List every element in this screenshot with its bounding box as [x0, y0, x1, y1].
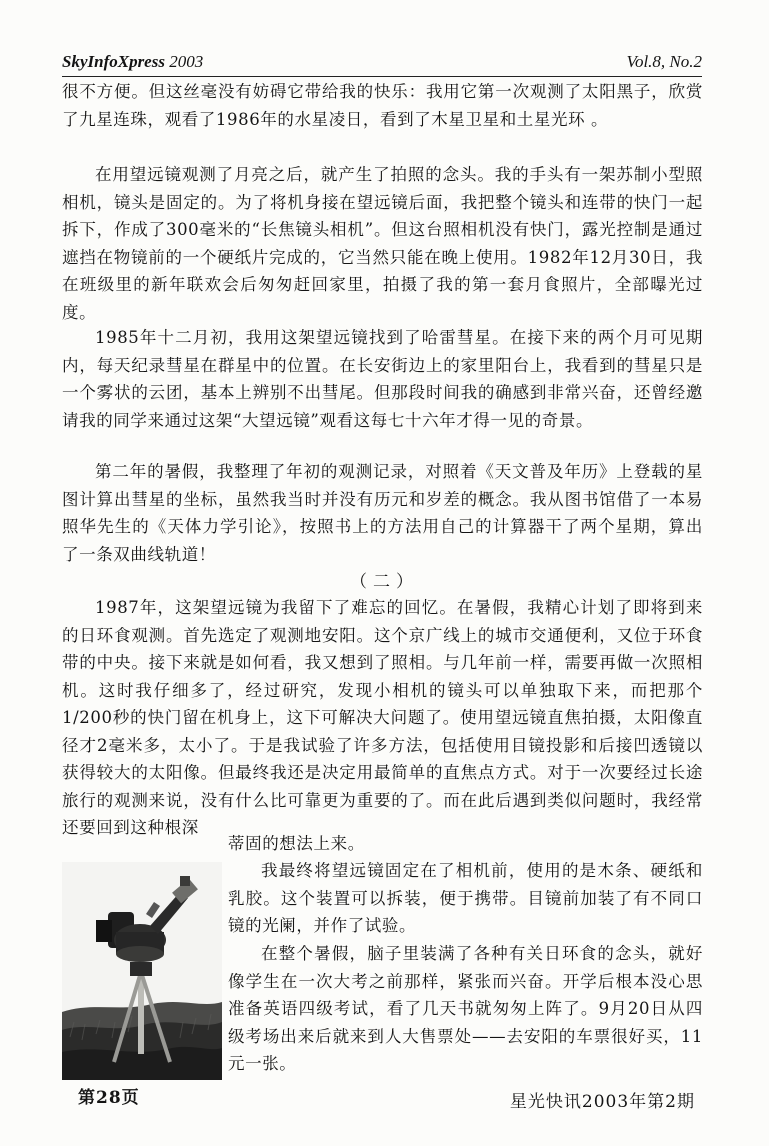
paragraph-3: 1985年十二月初，我用这架望远镜找到了哈雷彗星。在接下来的两个月可见期内，每天纪录彗星在群星中的位置。在长安街边上的家里阳台上，我看到的彗星只是一个雾状的云团，基本上辨别不出彗尾。但那段时间我的确感到非常兴奋，还曾经邀请我的同学来通过这架“大望远镜”观看这每七十六年才得一见的奇景。	[62, 328, 703, 430]
header-publication	[62, 52, 203, 72]
paragraph-6: 我最终将望远镜固定在了相机前，使用的是木条、硬纸和乳胶。这个装置可以拆装，便于携带。目镜前加装了有不同口镜的光阑，并作了试验。	[228, 861, 703, 935]
paragraph-5-continued: 蒂固的想法上来。	[228, 834, 365, 853]
section-title: （二）	[350, 572, 419, 592]
running-header	[62, 50, 702, 77]
telescope-photo	[62, 862, 222, 1080]
paragraph-5: 1987年，这架望远镜为我留下了难忘的回忆。在暑假，我精心计划了即将到来的日环食观测。首先选定了观测地安阳。这个京广线上的城市交通便利，又位于环食带的中央。接下来就是如何看，我又想到了照相。与几年前一样，需要再做一次照相机。这时我仔细多了，经过研究，发现小相机的镜头可以单独取下来，而把那个1/200秒的快门留在机身上，这下可解决大问题了。使用望远镜直焦拍摄，太阳像直径才2毫米多，太小了。于是我试验了许多方法，包括使用目镜投影和后接凹透镜以获得较大的太阳像。但最终我还是决定用最简单的直焦点方式。对于一次要经过长途旅行的观测来说，没有什么比可靠更为重要的了。而在此后遇到类似问题时，我经常还要回到这种根深	[62, 598, 703, 837]
telescope-photo-image	[62, 862, 222, 1080]
paragraph-7: 在整个暑假，脑子里装满了各种有关日环食的念头，就好像学生在一次大考之前那样，紧张而兴奋。开学后根本没心思准备英语四级考试，看了几天书就匆匆上阵了。9月20日从四级考场出来后就来到人大售票处——去安阳的车票很好买，11元一张。	[228, 944, 703, 1073]
footer-issue: 星光快讯2003年第2期	[509, 1092, 695, 1112]
paragraph-1: 很不方便。但这丝毫没有妨碍它带给我的快乐：我用它第一次观测了太阳黑子，欣赏了九星连珠，观看了1986年的水星凌日，看到了木星卫星和土星光环 。	[62, 82, 703, 129]
paragraph-4: 第二年的暑假，我整理了年初的观测记录，对照着《天文普及年历》上登载的星图计算出彗星的坐标，虽然我当时并没有历元和岁差的概念。我从图书馆借了一本易照华先生的《天体力学引论》，按照书上的方法用自己的计算器干了两个星期，算出了一条双曲线轨道！	[62, 462, 703, 564]
header-publication-name: SkyInfoXpress	[62, 52, 165, 71]
paragraph-2: 在用望远镜观测了月亮之后，就产生了拍照的念头。我的手头有一架苏制小型照相机，镜头是固定的。为了将机身接在望远镜后面，我把整个镜头和连带的快门一起拆下，作成了300毫米的“长焦镜头相机”。但这台照相机没有快门，露光控制是通过遮挡在物镜前的一个硬纸片完成的，它当然只能在晚上使用。1982年12月30日，我在班级里的新年联欢会后匆匆赶回家里，拍摄了我的第一套月食照片，全部曝光过度。	[62, 165, 703, 322]
page-number: 第28页	[78, 1088, 140, 1108]
header-year: 2003	[169, 52, 204, 71]
header-volume: Vol.8, No.2	[626, 52, 702, 71]
